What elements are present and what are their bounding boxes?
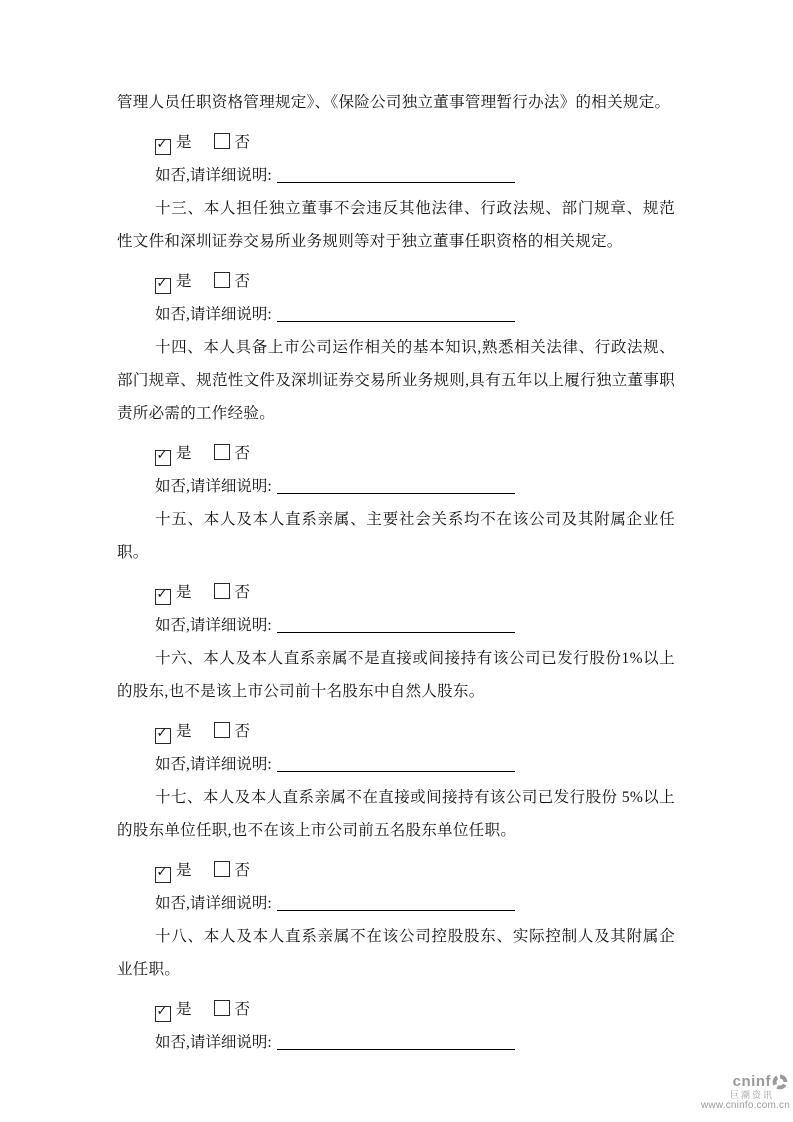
cninfo-subtitle: 巨潮资讯 bbox=[729, 1090, 774, 1100]
detail-prompt: 如否,请详细说明: bbox=[155, 617, 272, 634]
detail-row bbox=[117, 1026, 675, 1059]
yes-option bbox=[155, 265, 192, 298]
yes-option bbox=[155, 126, 192, 159]
declaration-item bbox=[117, 331, 675, 503]
no-checkbox[interactable] bbox=[214, 861, 230, 877]
yes-no-row bbox=[117, 993, 675, 1026]
no-checkbox[interactable] bbox=[214, 133, 230, 149]
no-option bbox=[214, 437, 251, 470]
item-statement: 十四、本人具备上市公司运作相关的基本知识,熟悉相关法律、行政法规、部门规章、规范性文件及深圳证券交易所业务规则,具有五年以上履行独立董事职责所必需的工作经验。 bbox=[117, 339, 675, 422]
item-statement: 十六、本人及本人直系亲属不是直接或间接持有该公司已发行股份1%以上的股东,也不是该上市公司前十名股东中自然人股东。 bbox=[117, 650, 675, 700]
yes-checkbox[interactable] bbox=[155, 450, 171, 466]
yes-checkbox[interactable] bbox=[155, 867, 171, 883]
yes-no-row bbox=[117, 265, 675, 298]
declaration-item bbox=[117, 920, 675, 1059]
checkmark-icon: ✓ bbox=[156, 137, 168, 152]
no-label: 否 bbox=[234, 1001, 251, 1018]
yes-no-row bbox=[117, 126, 675, 159]
no-checkbox[interactable] bbox=[214, 444, 230, 460]
cninfo-url: www.cninfo.com.cn bbox=[701, 1100, 790, 1112]
yes-label: 是 bbox=[176, 723, 192, 740]
yes-label: 是 bbox=[176, 134, 192, 151]
detail-row bbox=[117, 887, 675, 920]
no-label: 否 bbox=[234, 723, 251, 740]
cninfo-brand-row bbox=[733, 1074, 788, 1090]
checkmark-icon: ✓ bbox=[156, 865, 168, 880]
detail-blank-field[interactable] bbox=[277, 476, 515, 494]
no-option bbox=[214, 993, 251, 1026]
no-label: 否 bbox=[234, 584, 251, 601]
item-statement: 十七、本人及本人直系亲属不在直接或间接持有该公司已发行股份 5%以上的股东单位任职,也不在该上市公司前五名股东单位任职。 bbox=[117, 789, 675, 839]
detail-blank-field[interactable] bbox=[277, 615, 515, 633]
declaration-item bbox=[117, 642, 675, 781]
detail-blank-field[interactable] bbox=[277, 893, 515, 911]
yes-option bbox=[155, 437, 192, 470]
detail-blank-field[interactable] bbox=[277, 754, 515, 772]
checkmark-icon: ✓ bbox=[156, 448, 168, 463]
detail-row bbox=[117, 609, 675, 642]
yes-no-row bbox=[117, 437, 675, 470]
no-option bbox=[214, 715, 251, 748]
yes-label: 是 bbox=[176, 445, 192, 462]
detail-prompt: 如否,请详细说明: bbox=[155, 895, 272, 912]
no-checkbox[interactable] bbox=[214, 1000, 230, 1016]
no-checkbox[interactable] bbox=[214, 272, 230, 288]
yes-option bbox=[155, 854, 192, 887]
no-label: 否 bbox=[234, 273, 251, 290]
yes-label: 是 bbox=[176, 1001, 192, 1018]
cninfo-swirl-icon bbox=[772, 1074, 788, 1090]
item-statement: 十八、本人及本人直系亲属不在该公司控股股东、实际控制人及其附属企业任职。 bbox=[117, 928, 675, 978]
detail-prompt: 如否,请详细说明: bbox=[155, 478, 272, 495]
item-statement: 管理人员任职资格管理规定》、《保险公司独立董事管理暂行办法》的相关规定。 bbox=[117, 94, 671, 111]
yes-checkbox[interactable] bbox=[155, 1006, 171, 1022]
detail-prompt: 如否,请详细说明: bbox=[155, 1034, 272, 1051]
detail-blank-field[interactable] bbox=[277, 1032, 515, 1050]
checkmark-icon: ✓ bbox=[156, 587, 168, 602]
yes-no-row bbox=[117, 854, 675, 887]
no-label: 否 bbox=[234, 445, 251, 462]
yes-option bbox=[155, 715, 192, 748]
no-option bbox=[214, 265, 251, 298]
yes-label: 是 bbox=[176, 862, 192, 879]
declaration-item bbox=[117, 503, 675, 642]
yes-checkbox[interactable] bbox=[155, 589, 171, 605]
cninfo-logo bbox=[701, 1074, 790, 1112]
no-option bbox=[214, 576, 251, 609]
no-label: 否 bbox=[234, 862, 251, 879]
no-option bbox=[214, 854, 251, 887]
yes-no-row bbox=[117, 576, 675, 609]
yes-label: 是 bbox=[176, 584, 192, 601]
yes-checkbox[interactable] bbox=[155, 728, 171, 744]
items-container bbox=[117, 86, 675, 1059]
detail-row bbox=[117, 470, 675, 503]
checkmark-icon: ✓ bbox=[156, 726, 168, 741]
detail-blank-field[interactable] bbox=[277, 304, 515, 322]
detail-row bbox=[117, 298, 675, 331]
yes-checkbox[interactable] bbox=[155, 278, 171, 294]
no-label: 否 bbox=[234, 134, 251, 151]
yes-no-row bbox=[117, 715, 675, 748]
declaration-item bbox=[117, 86, 675, 192]
detail-blank-field[interactable] bbox=[277, 165, 515, 183]
yes-checkbox[interactable] bbox=[155, 139, 171, 155]
declaration-item bbox=[117, 192, 675, 331]
yes-option bbox=[155, 993, 192, 1026]
item-statement: 十五、本人及本人直系亲属、主要社会关系均不在该公司及其附属企业任职。 bbox=[117, 511, 675, 561]
detail-row bbox=[117, 748, 675, 781]
no-checkbox[interactable] bbox=[214, 722, 230, 738]
yes-label: 是 bbox=[176, 273, 192, 290]
detail-prompt: 如否,请详细说明: bbox=[155, 306, 272, 323]
item-statement: 十三、本人担任独立董事不会违反其他法律、行政法规、部门规章、规范性文件和深圳证券交易所业务规则等对于独立董事任职资格的相关规定。 bbox=[117, 200, 675, 250]
cninfo-brand-text: cninf bbox=[732, 1073, 771, 1091]
declaration-item bbox=[117, 781, 675, 920]
no-option bbox=[214, 126, 251, 159]
detail-prompt: 如否,请详细说明: bbox=[155, 756, 272, 773]
yes-option bbox=[155, 576, 192, 609]
detail-row bbox=[117, 159, 675, 192]
no-checkbox[interactable] bbox=[214, 583, 230, 599]
detail-prompt: 如否,请详细说明: bbox=[155, 167, 272, 184]
checkmark-icon: ✓ bbox=[156, 1004, 168, 1019]
checkmark-icon: ✓ bbox=[156, 276, 168, 291]
